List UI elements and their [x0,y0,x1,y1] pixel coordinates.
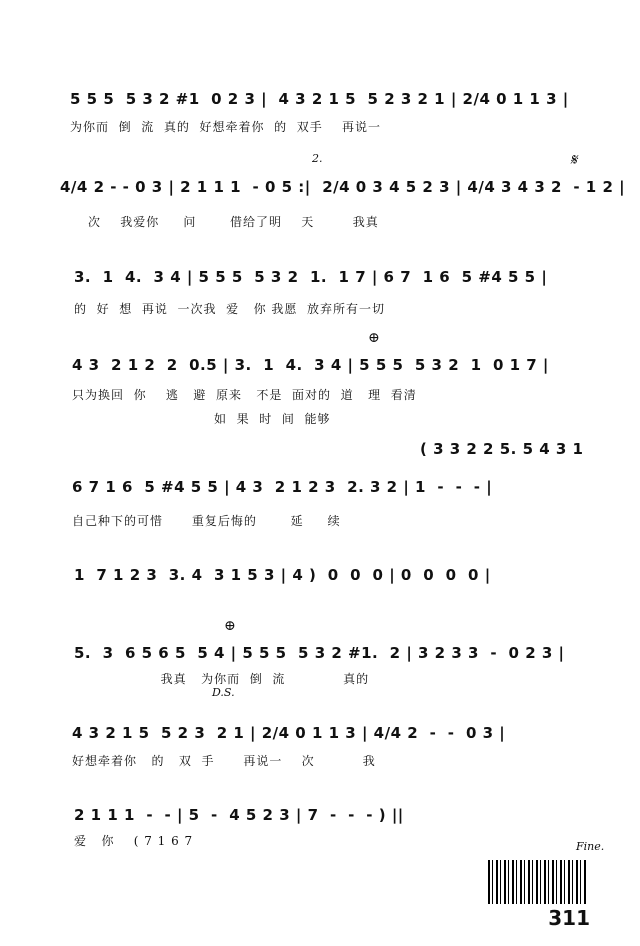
score-row-6-notes: 1 7 1 2 3 3. 4 3 1 5 3 | 4 ) 0 0 0 | 0 0 0 0 | [74,566,491,584]
score-row-9-notes: 2 1 1 1 - - | 5 - 4 5 2 3 | 7 - - - ) || [74,806,404,824]
score-row-4-notes: 4 3 2 1 2 2 0.5 | 3. 1 4. 3 4 | 5 5 5 5 3 2 1 0 1 7 | [72,356,549,374]
score-row-2-lyrics: 次 我爱你 问 借给了明 天 我真 [88,215,379,229]
score-row-1-lyrics: 为你而 倒 流 真的 好想牵着你 的 双手 再说一 [70,120,382,134]
page-number: 311 [548,906,590,930]
score-row-3-lyrics: 的 好 想 再说 一次我 爱 你 我愿 放弃所有一切 [74,302,386,316]
coda-mark-2: ⊕ [224,618,236,634]
score-row-5-lyrics: 自己种下的可惜 重复后悔的 延 续 [72,514,341,528]
barcode-image [488,860,588,904]
score-row-5-notes: 6 7 1 6 5 #4 5 5 | 4 3 2 1 2 3 2. 3 2 | 1 - - - | [72,478,493,496]
score-row-4-lyrics: 只为换回 你 逃 避 原来 不是 面对的 道 理 看清 [72,388,417,402]
coda-mark: ⊕ [368,330,380,346]
score-row-1-notes: 5 5 5 5 3 2 #1 0 2 3 | 4 3 2 1 5 5 2 3 2 1 | 2/4 0 1 1 3 | [70,90,569,108]
fine-mark: Fine. [576,840,605,853]
score-row-2-notes: 4/4 2 - - 0 3 | 2 1 1 1 - 0 5 :| 2/4 0 3 4 5 2 3 | 4/4 3 4 3 2 - 1 2 | [60,178,626,196]
score-row-7-notes: 5. 3 6 5 6 5 5 4 | 5 5 5 5 3 2 #1. 2 | 3 2 3 3 - 0 2 3 | [74,644,565,662]
score-row-8-lyrics: 好想牵着你 的 双 手 再说一 次 我 [72,754,376,768]
score-row-4-lyrics-second-verse: 如 果 时 间 能够 [214,412,331,426]
score-row-8-notes: 4 3 2 1 5 5 2 3 2 1 | 2/4 0 1 1 3 | 4/4 2 - - 0 3 | [72,724,506,742]
score-row-5-intro-notes: ( 3 3 2 2 5. 5 4 3 1 [420,440,584,458]
score-row-3-notes: 3. 1 4. 3 4 | 5 5 5 5 3 2 1. 1 7 | 6 7 1 6 5 #4 5 5 | [74,268,548,286]
ds-mark: D.S. [212,686,235,699]
segno-mark: 𝄋 [570,150,577,169]
score-row-7-lyrics: 我真 为你而 倒 流 真的 [74,672,370,686]
score-row-9-lyrics: 爱 你 ( 7 1 6 7 [74,834,194,848]
volta-2-mark: 2. [312,152,323,165]
